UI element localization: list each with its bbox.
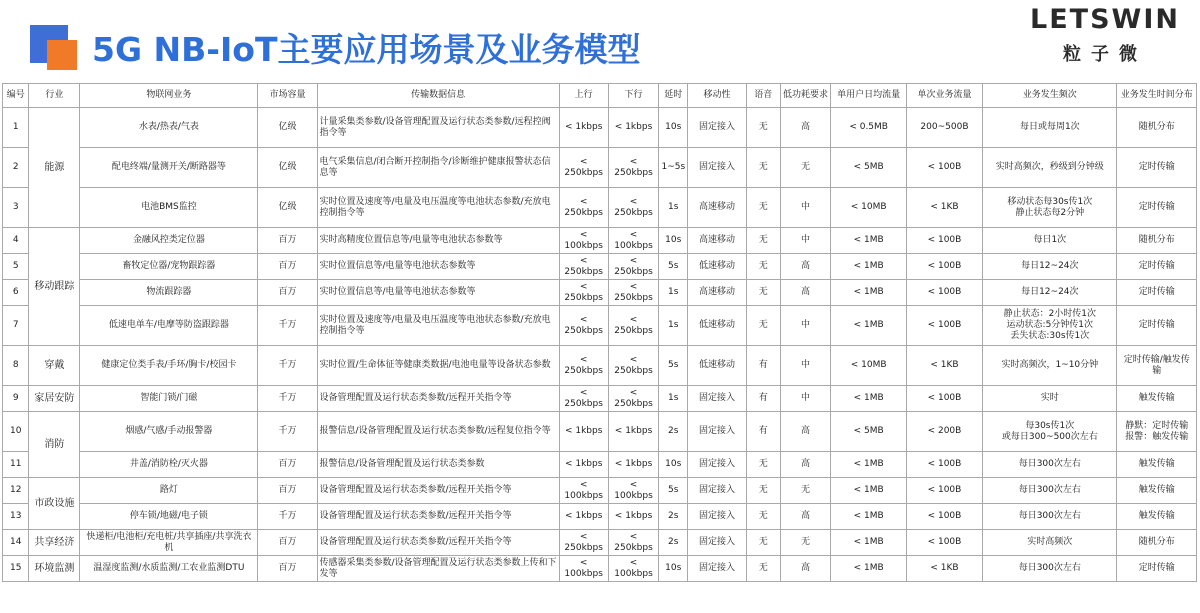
cell-dist: 触发传输 <box>1117 452 1197 478</box>
cell-data: 报警信息/设备管理配置及运行状态类参数 <box>317 452 559 478</box>
column-header: 市场容量 <box>258 84 317 108</box>
cell-down: < 250kbps <box>608 530 659 556</box>
cell-delay: 5s <box>659 346 688 386</box>
cell-id: 9 <box>3 386 29 412</box>
cell-data: 实时位置信息等/电量等电池状态参数等 <box>317 254 559 280</box>
cell-lowpower: 中 <box>780 188 831 228</box>
cell-mobility: 固定接入 <box>687 530 746 556</box>
cell-data: 设备管理配置及运行状态类参数/远程开关指令等 <box>317 386 559 412</box>
cell-down: < 250kbps <box>608 188 659 228</box>
cell-market: 百万 <box>258 228 317 254</box>
cell-dist: 触发传输 <box>1117 478 1197 504</box>
cell-id: 2 <box>3 148 29 188</box>
cell-service: 电池BMS监控 <box>80 188 258 228</box>
cell-service: 路灯 <box>80 478 258 504</box>
column-header: 单次业务流量 <box>906 84 982 108</box>
cell-daily: < 1MB <box>831 386 906 412</box>
cell-data: 实时位置及速度等/电量及电压温度等电池状态参数/充放电控制指令等 <box>317 188 559 228</box>
cell-up: < 250kbps <box>559 530 608 556</box>
cell-dist: 触发传输 <box>1117 386 1197 412</box>
cell-market: 百万 <box>258 530 317 556</box>
table-body <box>3 108 1197 582</box>
cell-voice: 有 <box>747 386 781 412</box>
cell-industry: 家居安防 <box>29 386 80 412</box>
cell-lowpower: 高 <box>780 108 831 148</box>
cell-voice: 无 <box>747 280 781 306</box>
cell-lowpower: 中 <box>780 346 831 386</box>
cell-voice: 无 <box>747 254 781 280</box>
cell-single: 200~500B <box>906 108 982 148</box>
cell-industry: 移动跟踪 <box>29 228 80 346</box>
cell-single: < 100B <box>906 530 982 556</box>
cell-freq: 实时高频次 <box>983 530 1117 556</box>
cell-id: 7 <box>3 306 29 346</box>
cell-delay: 1~5s <box>659 148 688 188</box>
cell-up: < 1kbps <box>559 504 608 530</box>
cell-single: < 100B <box>906 228 982 254</box>
cell-delay: 2s <box>659 530 688 556</box>
table-row <box>3 306 1197 346</box>
cell-freq: 每日300次左右 <box>983 452 1117 478</box>
cell-dist: 定时传输 <box>1117 306 1197 346</box>
column-header: 语音 <box>747 84 781 108</box>
table-row <box>3 556 1197 582</box>
cell-voice: 无 <box>747 530 781 556</box>
cell-data: 实时位置及速度等/电量及电压温度等电池状态参数/充放电控制指令等 <box>317 306 559 346</box>
cell-id: 3 <box>3 188 29 228</box>
cell-lowpower: 中 <box>780 306 831 346</box>
cell-single: < 1KB <box>906 346 982 386</box>
cell-id: 11 <box>3 452 29 478</box>
cell-voice: 无 <box>747 188 781 228</box>
cell-daily: < 1MB <box>831 556 906 582</box>
cell-service: 配电终端/量测开关/断路器等 <box>80 148 258 188</box>
cell-down: < 1kbps <box>608 504 659 530</box>
cell-service: 畜牧定位器/宠物跟踪器 <box>80 254 258 280</box>
cell-daily: < 1MB <box>831 306 906 346</box>
cell-down: < 100kbps <box>608 556 659 582</box>
cell-voice: 无 <box>747 108 781 148</box>
cell-dist: 随机分布 <box>1117 530 1197 556</box>
cell-service: 停车锁/地磁/电子锁 <box>80 504 258 530</box>
cell-daily: < 10MB <box>831 188 906 228</box>
cell-dist: 触发传输 <box>1117 504 1197 530</box>
cell-data: 计量采集类参数/设备管理配置及运行状态类参数/远程控阀指令等 <box>317 108 559 148</box>
cell-up: < 250kbps <box>559 346 608 386</box>
cell-delay: 1s <box>659 386 688 412</box>
cell-data: 设备管理配置及运行状态类参数/远程开关指令等 <box>317 530 559 556</box>
cell-voice: 无 <box>747 148 781 188</box>
cell-data: 实时高精度位置信息等/电量等电池状态参数等 <box>317 228 559 254</box>
cell-dist: 定时传输 <box>1117 280 1197 306</box>
cell-market: 百万 <box>258 556 317 582</box>
cell-single: < 100B <box>906 386 982 412</box>
cell-mobility: 高速移动 <box>687 188 746 228</box>
cell-up: < 250kbps <box>559 254 608 280</box>
cell-data: 传感器采集类参数/设备管理配置及运行状态类参数上传和下发等 <box>317 556 559 582</box>
cell-market: 百万 <box>258 254 317 280</box>
cell-freq: 每日1次 <box>983 228 1117 254</box>
cell-id: 8 <box>3 346 29 386</box>
column-header: 业务发生频次 <box>983 84 1117 108</box>
cell-freq: 每日12~24次 <box>983 280 1117 306</box>
cell-industry: 环境监测 <box>29 556 80 582</box>
cell-id: 13 <box>3 504 29 530</box>
table-row <box>3 412 1197 452</box>
cell-id: 6 <box>3 280 29 306</box>
cell-industry: 消防 <box>29 412 80 478</box>
column-header: 延时 <box>659 84 688 108</box>
cell-dist: 定时传输/触发传输 <box>1117 346 1197 386</box>
cell-market: 千万 <box>258 306 317 346</box>
cell-market: 亿级 <box>258 188 317 228</box>
cell-data: 实时位置/生命体征等健康类数据/电池电量等设备状态参数 <box>317 346 559 386</box>
column-header: 编号 <box>3 84 29 108</box>
cell-id: 4 <box>3 228 29 254</box>
table-row <box>3 386 1197 412</box>
cell-dist: 定时传输 <box>1117 254 1197 280</box>
cell-voice: 无 <box>747 306 781 346</box>
cell-single: < 100B <box>906 280 982 306</box>
cell-id: 12 <box>3 478 29 504</box>
cell-lowpower: 高 <box>780 452 831 478</box>
cell-mobility: 固定接入 <box>687 452 746 478</box>
cell-market: 亿级 <box>258 108 317 148</box>
cell-down: < 250kbps <box>608 346 659 386</box>
cell-single: < 100B <box>906 306 982 346</box>
cell-id: 10 <box>3 412 29 452</box>
cell-lowpower: 中 <box>780 228 831 254</box>
cell-freq: 实时 <box>983 386 1117 412</box>
cell-freq: 每日300次左右 <box>983 478 1117 504</box>
cell-freq: 实时高频次，1~10分钟 <box>983 346 1117 386</box>
cell-market: 百万 <box>258 280 317 306</box>
cell-dist: 随机分布 <box>1117 108 1197 148</box>
cell-voice: 无 <box>747 452 781 478</box>
cell-dist: 定时传输 <box>1117 188 1197 228</box>
cell-delay: 1s <box>659 306 688 346</box>
cell-market: 百万 <box>258 452 317 478</box>
table-row <box>3 148 1197 188</box>
cell-delay: 5s <box>659 254 688 280</box>
logo-text-en: LETSWIN <box>1030 4 1180 35</box>
table-row <box>3 188 1197 228</box>
cell-data: 实时位置信息等/电量等电池状态参数等 <box>317 280 559 306</box>
decor-square-orange <box>47 40 77 70</box>
cell-service: 健康定位类手表/手环/胸卡/校园卡 <box>80 346 258 386</box>
column-header: 业务发生时间分布 <box>1117 84 1197 108</box>
cell-industry: 共享经济 <box>29 530 80 556</box>
cell-mobility: 固定接入 <box>687 108 746 148</box>
cell-lowpower: 高 <box>780 556 831 582</box>
cell-id: 1 <box>3 108 29 148</box>
cell-service: 烟感/气感/手动报警器 <box>80 412 258 452</box>
cell-mobility: 低速移动 <box>687 254 746 280</box>
cell-up: < 250kbps <box>559 188 608 228</box>
cell-freq: 每日或每周1次 <box>983 108 1117 148</box>
cell-mobility: 低速移动 <box>687 346 746 386</box>
cell-market: 百万 <box>258 478 317 504</box>
cell-voice: 无 <box>747 504 781 530</box>
cell-id: 15 <box>3 556 29 582</box>
cell-up: < 1kbps <box>559 412 608 452</box>
cell-down: < 250kbps <box>608 306 659 346</box>
cell-freq: 每日300次左右 <box>983 556 1117 582</box>
iot-scenario-table <box>2 83 1197 582</box>
cell-down: < 250kbps <box>608 254 659 280</box>
cell-mobility: 固定接入 <box>687 504 746 530</box>
cell-market: 千万 <box>258 346 317 386</box>
cell-service: 智能门锁/门磁 <box>80 386 258 412</box>
cell-freq: 每日12~24次 <box>983 254 1117 280</box>
column-header: 上行 <box>559 84 608 108</box>
cell-daily: < 5MB <box>831 412 906 452</box>
cell-delay: 10s <box>659 108 688 148</box>
cell-up: < 250kbps <box>559 306 608 346</box>
cell-voice: 无 <box>747 228 781 254</box>
column-header: 下行 <box>608 84 659 108</box>
column-header: 传输数据信息 <box>317 84 559 108</box>
cell-dist: 随机分布 <box>1117 228 1197 254</box>
cell-daily: < 10MB <box>831 346 906 386</box>
cell-down: < 250kbps <box>608 386 659 412</box>
cell-voice: 无 <box>747 556 781 582</box>
cell-lowpower: 高 <box>780 254 831 280</box>
table-row <box>3 254 1197 280</box>
cell-delay: 2s <box>659 412 688 452</box>
cell-lowpower: 高 <box>780 280 831 306</box>
cell-data: 设备管理配置及运行状态类参数/远程开关指令等 <box>317 504 559 530</box>
cell-service: 水表/热表/气表 <box>80 108 258 148</box>
cell-daily: < 1MB <box>831 452 906 478</box>
table-row <box>3 108 1197 148</box>
column-header: 行业 <box>29 84 80 108</box>
cell-delay: 10s <box>659 452 688 478</box>
cell-industry: 市政设施 <box>29 478 80 530</box>
cell-freq: 每日300次左右 <box>983 504 1117 530</box>
cell-single: < 200B <box>906 412 982 452</box>
cell-freq: 每30s传1次 或每日300~500次左右 <box>983 412 1117 452</box>
cell-up: < 250kbps <box>559 148 608 188</box>
letswin-logo <box>1020 4 1190 66</box>
cell-mobility: 高速移动 <box>687 228 746 254</box>
column-header: 物联网业务 <box>80 84 258 108</box>
cell-daily: < 1MB <box>831 254 906 280</box>
table-row <box>3 478 1197 504</box>
cell-data: 报警信息/设备管理配置及运行状态类参数/远程复位指令等 <box>317 412 559 452</box>
cell-daily: < 1MB <box>831 478 906 504</box>
cell-up: < 1kbps <box>559 452 608 478</box>
cell-service: 低速电单车/电摩等防盗跟踪器 <box>80 306 258 346</box>
cell-market: 千万 <box>258 504 317 530</box>
cell-market: 千万 <box>258 412 317 452</box>
cell-up: < 250kbps <box>559 386 608 412</box>
cell-service: 金融风控类定位器 <box>80 228 258 254</box>
cell-market: 千万 <box>258 386 317 412</box>
cell-single: < 1KB <box>906 556 982 582</box>
column-header: 低功耗要求 <box>780 84 831 108</box>
cell-delay: 5s <box>659 478 688 504</box>
table-row <box>3 530 1197 556</box>
cell-service: 温湿度监测/水质监测/工农业监测DTU <box>80 556 258 582</box>
column-header: 移动性 <box>687 84 746 108</box>
cell-delay: 1s <box>659 280 688 306</box>
cell-mobility: 固定接入 <box>687 386 746 412</box>
cell-delay: 1s <box>659 188 688 228</box>
cell-single: < 100B <box>906 452 982 478</box>
cell-up: < 100kbps <box>559 556 608 582</box>
cell-single: < 100B <box>906 148 982 188</box>
cell-mobility: 固定接入 <box>687 148 746 188</box>
page-title: 5G NB-IoT主要应用场景及业务模型 <box>92 30 641 69</box>
cell-market: 亿级 <box>258 148 317 188</box>
cell-mobility: 高速移动 <box>687 280 746 306</box>
cell-freq: 静止状态：2小时传1次 运动状态:5分钟传1次 丢失状态:30s传1次 <box>983 306 1117 346</box>
cell-daily: < 0.5MB <box>831 108 906 148</box>
cell-mobility: 固定接入 <box>687 556 746 582</box>
cell-down: < 1kbps <box>608 452 659 478</box>
cell-single: < 100B <box>906 504 982 530</box>
cell-service: 物流跟踪器 <box>80 280 258 306</box>
cell-down: < 250kbps <box>608 148 659 188</box>
cell-industry: 穿戴 <box>29 346 80 386</box>
logo-text-cn: 粒子微 <box>1063 44 1147 65</box>
cell-freq: 移动状态每30s传1次 静止状态每2分钟 <box>983 188 1117 228</box>
cell-daily: < 5MB <box>831 148 906 188</box>
cell-single: < 100B <box>906 478 982 504</box>
cell-voice: 有 <box>747 412 781 452</box>
cell-id: 14 <box>3 530 29 556</box>
cell-mobility: 低速移动 <box>687 306 746 346</box>
cell-daily: < 1MB <box>831 280 906 306</box>
cell-up: < 1kbps <box>559 108 608 148</box>
cell-up: < 100kbps <box>559 228 608 254</box>
cell-data: 设备管理配置及运行状态类参数/远程开关指令等 <box>317 478 559 504</box>
cell-up: < 100kbps <box>559 478 608 504</box>
cell-down: < 1kbps <box>608 108 659 148</box>
cell-delay: 10s <box>659 556 688 582</box>
cell-delay: 2s <box>659 504 688 530</box>
cell-dist: 静默：定时传输 报警：触发传输 <box>1117 412 1197 452</box>
cell-up: < 250kbps <box>559 280 608 306</box>
cell-down: < 250kbps <box>608 280 659 306</box>
cell-down: < 100kbps <box>608 228 659 254</box>
cell-down: < 1kbps <box>608 412 659 452</box>
cell-industry: 能源 <box>29 108 80 228</box>
cell-lowpower: 无 <box>780 530 831 556</box>
cell-voice: 无 <box>747 478 781 504</box>
cell-mobility: 固定接入 <box>687 478 746 504</box>
cell-lowpower: 无 <box>780 478 831 504</box>
table-row <box>3 452 1197 478</box>
cell-lowpower: 无 <box>780 148 831 188</box>
cell-mobility: 固定接入 <box>687 412 746 452</box>
cell-daily: < 1MB <box>831 530 906 556</box>
cell-service: 井盖/消防栓/灭火器 <box>80 452 258 478</box>
cell-voice: 有 <box>747 346 781 386</box>
cell-down: < 100kbps <box>608 478 659 504</box>
cell-single: < 100B <box>906 254 982 280</box>
cell-freq: 实时高频次，秒级到分钟级 <box>983 148 1117 188</box>
cell-lowpower: 中 <box>780 386 831 412</box>
cell-lowpower: 高 <box>780 412 831 452</box>
cell-dist: 定时传输 <box>1117 148 1197 188</box>
table-row <box>3 504 1197 530</box>
cell-data: 电气采集信息/闭合断开控制指令/诊断维护健康报警状态信息等 <box>317 148 559 188</box>
cell-daily: < 1MB <box>831 504 906 530</box>
cell-single: < 1KB <box>906 188 982 228</box>
table-row <box>3 228 1197 254</box>
cell-service: 快递柜/电池柜/充电桩/共享插座/共享洗衣机 <box>80 530 258 556</box>
cell-dist: 定时传输 <box>1117 556 1197 582</box>
table-row <box>3 280 1197 306</box>
table-row <box>3 346 1197 386</box>
cell-delay: 10s <box>659 228 688 254</box>
cell-daily: < 1MB <box>831 228 906 254</box>
cell-lowpower: 高 <box>780 504 831 530</box>
column-header: 单用户日均流量 <box>831 84 906 108</box>
table-header-row <box>3 84 1197 108</box>
cell-id: 5 <box>3 254 29 280</box>
